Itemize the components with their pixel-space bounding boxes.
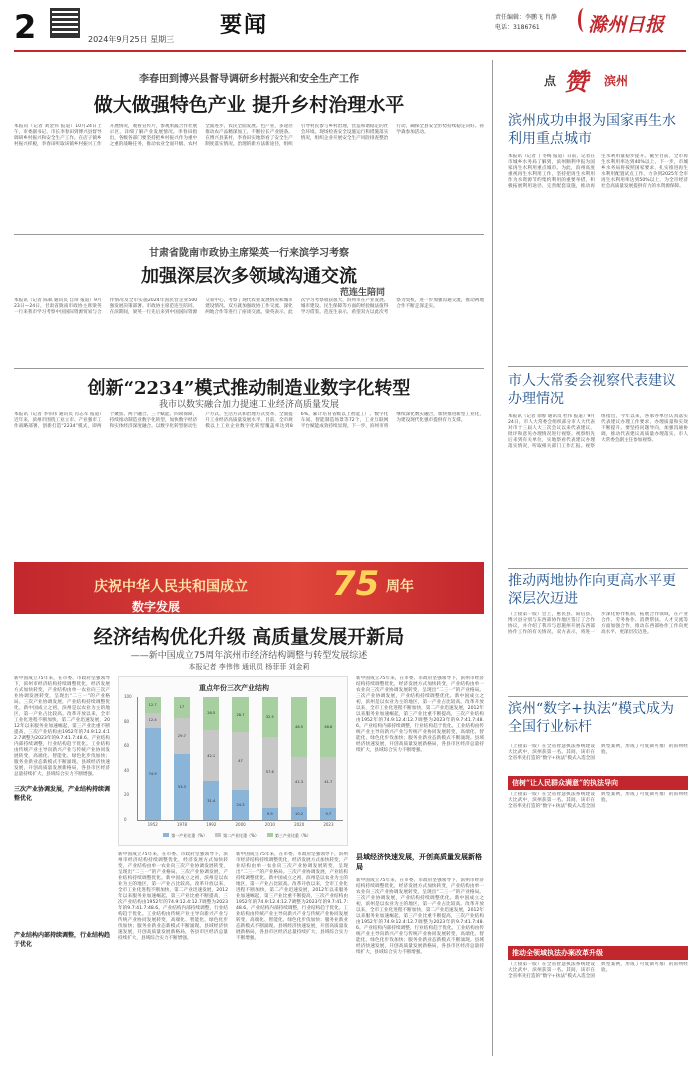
- badge-zan: 赞: [564, 67, 588, 96]
- x-tick-label: 2010: [264, 822, 275, 827]
- right-story1-headline: 滨州成功申报为国家再生水利用重点城市: [508, 113, 676, 147]
- column-divider: [492, 60, 493, 1056]
- article4-body-col4: 新中国成立75年来，在市委、市政府坚强领导下，滨州市经济结构持续调整优化，经济发展方式加快转变，产业结构由单一农业向三次产业协调发展转变，呈现出“二三一”的产业格局。三次产业协调发展，产业结构持续调整优化。新中国成立之初，滨州是以农业为主的地区，第一产业占比较高。改革开放以来，全市工业化进程不断加快，第二产业迅速发展，2012年以来服务业加速崛起，第三产业比重不断提高，三次产业结构由1952年的74.9:12.4:12.7调整为2023年的9.7:41.7:48.6。产业结构内部持续调整，行业结构趋于优化。工业结构由传统产业主导向新兴产业与传统产业协同发展转变，高端化、智能化、绿色化步伐加快；服务业新业态新模式不断涌现。县域经济快速发展，开创高质量发展新格局，各县市区经济总量持续扩大，县域综合实力不断增强。: [356, 676, 484, 753]
- issue-date: 2024年9月25日 星期三: [88, 35, 175, 44]
- chart-title: 重点年份三次产业结构: [199, 683, 269, 692]
- logo-swoosh-icon: [578, 8, 590, 32]
- bar-value-label: 41.3: [295, 780, 304, 785]
- article4-subhead-1: 三次产业协调发展，产业结构持续调整优化: [14, 786, 111, 802]
- legend-entry: 第一产业比重（%）: [163, 833, 207, 839]
- qr-code-icon: [50, 8, 80, 38]
- bar-value-label: 17: [179, 705, 185, 710]
- bar-value-label: 26.5: [207, 711, 216, 716]
- article2-kicker: 甘肃省陇南市政协主席梁英一行来滨学习考察: [149, 248, 349, 259]
- divider: [508, 696, 688, 697]
- banner-suffix: 周年: [386, 579, 414, 595]
- article4-body-col5: 新中国成立75年来，在市委、市政府坚强领导下，滨州市经济结构持续调整优化，经济发展方式加快转变，产业结构由单一农业向三次产业协调发展转变，呈现出“二三一”的产业格局。三次产业协调发展，产业结构持续调整优化。新中国成立之初，滨州是以农业为主的地区，第一产业占比较高。改革开放以来，全市工业化进程不断加快，第二产业迅速发展，2012年以来服务业加速崛起，第三产业比重不断提高，三次产业结构由1952年的74.9:12.4:12.7调整为2023年的9.7:41.7:48.6。产业结构内部持续调整，行业结构趋于优化。工业结构由传统产业主导向新兴产业与传统产业协同发展转变，高端化、智能化、绿色化步伐加快；服务业新业态新模式不断涌现。县域经济快速发展，开创高质量发展新格局，各县市区经济总量持续扩大，县域综合实力不断增强。: [356, 878, 484, 955]
- bar-value-label: 47: [238, 759, 243, 764]
- bar-value-label: 24.3: [236, 803, 245, 808]
- article3-body: 本报讯（记者 李伟伟 通讯员 肖志军 报道）近年来，滨州市围绕工业立市、产业强市工作战略部署，创新打造“2234”模式，即两个聚焦、两个融合、三个赋能、四项保障，持续推动制造业数字化转型，加快数字经济和实体经济深度融合。以数字化转型驱动生产方式、生活方式和治理方式变革，全面提升工业经济高质量发展水平。目前，全市规模以上工业企业数字化转型覆盖率达到86%，累计培育省级以上智能工厂、数字化车间、智能制造场景等72个，工业互联网平台赋能成效持续显现。下一步，滨州市将继续深化数实融合，加快推进新型工业化，为建设现代化强市提供有力支撑。: [14, 412, 484, 429]
- editor-phone: 电话：3186761: [495, 24, 540, 31]
- x-tick-label: 2000: [235, 822, 246, 827]
- masthead: [0, 0, 700, 52]
- right-story2-body: 本报讯（记者 徐蓉 通讯员 杜伟 报道）9月24日，市人大常委会组织部分市人大代表对市十三届人大三次会议以来代表建议、批评和意见办理情况进行视察。视察组先后来到有关单位，实地察看代表建议办理落实情况，听取相关部门工作汇报。视察组指出，今年以来，各承办单位认真落实代表建议办理工作要求，办理质量和实效不断提升。要坚持问题导向，加强沟通协调，推动代表建议高质量办理落实。市人大常委会副主任参加视察。: [508, 414, 688, 449]
- right-story4-subhead2: 推动全领域执法办案改革升级: [508, 946, 688, 960]
- banner-title: 庆祝中华人民共和国成立: [94, 579, 248, 595]
- praise-badge: [508, 62, 688, 102]
- right-story4-headline: 滨州“数字+执法”模式成为全国行业标杆: [508, 701, 675, 735]
- section-title: 要闻: [220, 12, 269, 38]
- bar-value-label: 12.4: [148, 718, 157, 723]
- right-story2-headline: 市人大常委会视察代表建议办理情况: [508, 373, 676, 407]
- chart-plot-area: [124, 694, 343, 827]
- legend-swatch: [163, 833, 169, 837]
- badge-dian: 点: [544, 74, 557, 88]
- bar-value-label: 31.4: [207, 798, 216, 803]
- divider: [14, 234, 484, 235]
- right-story3-body: （上接第一版）会上，惠民县、阳信县、博兴县分别与东西部协作地区签订了合作协议，并介绍了我市与恩施州开展东西部协作工作的有关情况。双方表示，将进一步深化协作机制，拓展合作领域，在产业合作、劳务协作、消费帮扶、人才交流等方面加强合作，推动东西部协作工作向更高水平、更深层次迈进。: [508, 612, 688, 635]
- right-story1-body: 本报讯（记者 丁冬梅 报道）日前，记者在市城乡水务局了解到，滨州顺利申报为国家再生水利用重点城市。为此，滨州高度重视再生水利用工作，坚持把再生水利用作为水资源节约集约利用的重要举措，积极拓展利用途径、完善配套设施，推动再生水利用量稳步提升。截至目前，全市再生水利用率达到40%以上。下一步，市城乡水务局将按照国家要求，扎实推进再生水利用配置试点工作，力争到2025年全市再生水利用率达到50%以上，为全市经济社会高质量发展提供有力的水资源保障。: [508, 154, 688, 189]
- legend-entry: 第三产业比重（%）: [267, 833, 311, 839]
- x-tick-label: 2020: [294, 822, 305, 827]
- bar-value-label: 9.9: [266, 811, 273, 816]
- divider: [508, 568, 688, 569]
- page-number: 2: [14, 8, 37, 46]
- x-tick-label: 2023: [323, 822, 334, 827]
- divider: [508, 366, 688, 367]
- bar-value-label: 74.9: [148, 771, 157, 776]
- legend-entry: 第二产业比重（%）: [215, 833, 259, 839]
- article2-headline: 加强深层次多领域沟通交流: [141, 266, 357, 287]
- bar-value-label: 28.7: [236, 712, 245, 717]
- article4-subhead-3: 县域经济快速发展，开创高质量发展新格局: [356, 852, 482, 871]
- bar-value-label: 48.6: [324, 724, 333, 729]
- banner-strip: 数字发展: [132, 600, 181, 614]
- article4-body-col1: 新中国成立75年来，在市委、市政府坚强领导下，滨州市经济结构持续调整优化，经济发展方式加快转变，产业结构由单一农业向三次产业协调发展转变，呈现出“二三一”的产业格局。三次产业协调发展，产业结构持续调整优化。新中国成立之初，滨州是以农业为主的地区，第一产业占比较高。改革开放以来，全市工业化进程不断加快，第二产业迅速发展，2012年以来服务业加速崛起，第三产业比重不断提高，三次产业结构由1952年的74.9:12.4:12.7调整为2023年的9.7:41.7:48.6。产业结构内部持续调整，行业结构趋于优化。工业结构由传统产业主导向新兴产业与传统产业协同发展转变，高端化、智能化、绿色化步伐加快；服务业新业态新模式不断涌现。县域经济快速发展，开创高质量发展新格局，各县市区经济总量持续扩大，县域综合实力不断增强。: [14, 676, 110, 777]
- bar-value-label: 42.1: [207, 753, 216, 758]
- x-tick-label: 1992: [206, 822, 217, 827]
- structure-chart: [118, 676, 348, 846]
- article4-subhead: ——新中国成立75周年滨州市经济结构调整与转型发展综述: [130, 651, 368, 661]
- bar-value-label: 53.3: [177, 785, 186, 790]
- article4-body-col2: 新中国成立75年来，在市委、市政府坚强领导下，滨州市经济结构持续调整优化，经济发展方式加快转变，产业结构由单一农业向三次产业协调发展转变，呈现出“二三一”的产业格局。三次产业协调发展，产业结构持续调整优化。新中国成立之初，滨州是以农业为主的地区，第一产业占比较高。改革开放以来，全市工业化进程不断加快，第二产业迅速发展，2012年以来服务业加速崛起，第三产业比重不断提高，三次产业结构由1952年的74.9:12.4:12.7调整为2023年的9.7:41.7:48.6。产业结构内部持续调整，行业结构趋于优化。工业结构由传统产业主导向新兴产业与传统产业协同发展转变，高端化、智能化、绿色化步伐加快；服务业新业态新模式不断涌现。县域经济快速发展，开创高质量发展新格局，各县市区经济总量持续扩大，县域综合实力不断增强。: [118, 852, 228, 941]
- article1-body: 本报讯（记者 刘金伟 报道）10月24日上午，市委副书记、市长李春田到博兴县督导调研乡村振兴和安全生产工作。在店子镇乡村振兴样板，李春田听取该镇乡村振兴工作开展情况，观看宣传片，参观果蔬合作社展示区，详细了解产业发展情况。李春田指出，各级各部门要坚持把乡村振兴作为重中之重的战略任务，推动农业全面升级、农村全面进步、农民全面发展。色产业，多途径推动农产品精深加工，不断拉长产业链条。在博兴县某村，李春田实地察看了安全生产制度落实情况。治理的新方法新途径，组织引导村民参与乡村治理，营造和谐稳定的社会环境。现场检查安全设施运行和措施落实情况，组织企业开展安全生产风险排查整治行动，确保全县安全形势持续稳定向好。孙学森参加活动。: [14, 124, 484, 147]
- bar-value-label: 9.7: [325, 812, 332, 817]
- article3-subhead: 我市以数实融合加力提速工业经济高质量发展: [158, 400, 339, 410]
- bar-value-label: 12.7: [148, 702, 157, 707]
- article2-byline: 范连生陪同: [340, 288, 386, 298]
- right-story4-subhead1: 信树“让人民群众满意”的执法导向: [508, 776, 688, 790]
- article2-body: 本报讯（记者 陈斌 通讯员 自珍 报道）9月23日—24日，甘肃省陇南市政协主席梁英一行来我市学习考察中国国际资源贸易与合作情况及全市实施2024年国民营企业500强发展决策部署。市政协主席范连生陪同。在滨期间，梁英一行先后来到中国国际资源交易中心，考察了现代农业发展情况和城市建设情况。双方就加强政协工作交流、深化两地合作等进行了座谈交流。梁英表示，此次学习考察收获很大，滨州市在产业发展、城市建设、民生保障等方面的经验做法值得学习借鉴。范连生表示，希望双方以此次考察为契机，进一步加强沟通交流，推动两地合作不断走深走实。: [14, 298, 484, 315]
- right-story4-body2: （上接第一版）在全省智慧执法系统建设大比武中，滨州获第一名。其间，该市在全省率先打造的“数字+执法”模式入选全国典型案例，形成了可复制可推广的滨州经验。: [508, 792, 688, 809]
- x-tick-label: 1978: [176, 822, 188, 827]
- right-story4-body3: （上接第一版）在全省智慧执法系统建设大比武中，滨州获第一名。其间，该市在全省率先打造的“数字+执法”模式入选全国典型案例，形成了可复制可推广的滨州经验。: [508, 962, 688, 979]
- bar-value-label: 48.5: [295, 724, 304, 729]
- y-tick-label: 0: [124, 817, 127, 822]
- article1-kicker: 李春田到博兴县督导调研乡村振兴和安全生产工作: [139, 74, 359, 85]
- y-tick-label: 20: [124, 792, 130, 798]
- article4-headline: 经济结构优化升级 高质量发展开新局: [93, 626, 405, 648]
- editor-line: 责任编辑：李鹏飞 肖静: [495, 14, 557, 21]
- article3-headline: 创新“2234”模式推动制造业数字化转型: [87, 378, 411, 399]
- paper-logo: 滁州日报: [588, 14, 665, 36]
- right-story3-headline: 推动两地协作向更高水平更深层次迈进: [508, 573, 676, 607]
- anniversary-banner: [14, 562, 484, 614]
- bar-value-label: 41.7: [324, 780, 333, 785]
- legend-swatch: [215, 833, 221, 837]
- masthead-divider: [14, 50, 686, 52]
- y-tick-label: 100: [124, 694, 132, 699]
- right-story4-body: （上接第一版）在全省智慧执法系统建设大比武中，滨州获第一名。其间，该市在全省率先打造的“数字+执法”模式入选全国典型案例，形成了可复制可推广的滨州经验。: [508, 744, 688, 761]
- article1-headline: 做大做强特色产业 提升乡村治理水平: [93, 94, 405, 116]
- bar-value-label: 10.2: [295, 811, 304, 816]
- x-tick-label: 1952: [147, 822, 158, 827]
- banner-number: 75: [332, 564, 380, 604]
- chart-legend: [127, 833, 347, 839]
- article4-body-col3: 新中国成立75年来，在市委、市政府坚强领导下，滨州市经济结构持续调整优化，经济发展方式加快转变，产业结构由单一农业向三次产业协调发展转变，呈现出“二三一”的产业格局。三次产业协调发展，产业结构持续调整优化。新中国成立之初，滨州是以农业为主的地区，第一产业占比较高。改革开放以来，全市工业化进程不断加快，第二产业迅速发展，2012年以来服务业加速崛起，第三产业比重不断提高，三次产业结构由1952年的74.9:12.4:12.7调整为2023年的9.7:41.7:48.6。产业结构内部持续调整，行业结构趋于优化。工业结构由传统产业主导向新兴产业与传统产业协同发展转变，高端化、智能化、绿色化步伐加快；服务业新业态新模式不断涌现。县域经济快速发展，开创高质量发展新格局，各县市区经济总量持续扩大，县域综合实力不断增强。: [236, 852, 348, 941]
- badge-binzhou: 滨州: [604, 74, 629, 88]
- legend-swatch: [267, 833, 273, 837]
- article4-byline: 本报记者 李伟伟 通讯员 杨菲菲 刘金莉: [188, 663, 310, 671]
- article4-subhead-2: 产业结构内部持续调整，行业结构趋于优化: [14, 932, 111, 948]
- bar-value-label: 32.5: [265, 715, 274, 719]
- y-tick-label: 40: [124, 767, 130, 773]
- divider: [14, 368, 484, 369]
- bar-value-label: 57.6: [265, 770, 274, 775]
- y-tick-label: 60: [124, 743, 130, 749]
- y-tick-label: 80: [124, 718, 130, 724]
- bar-value-label: 29.7: [177, 734, 186, 739]
